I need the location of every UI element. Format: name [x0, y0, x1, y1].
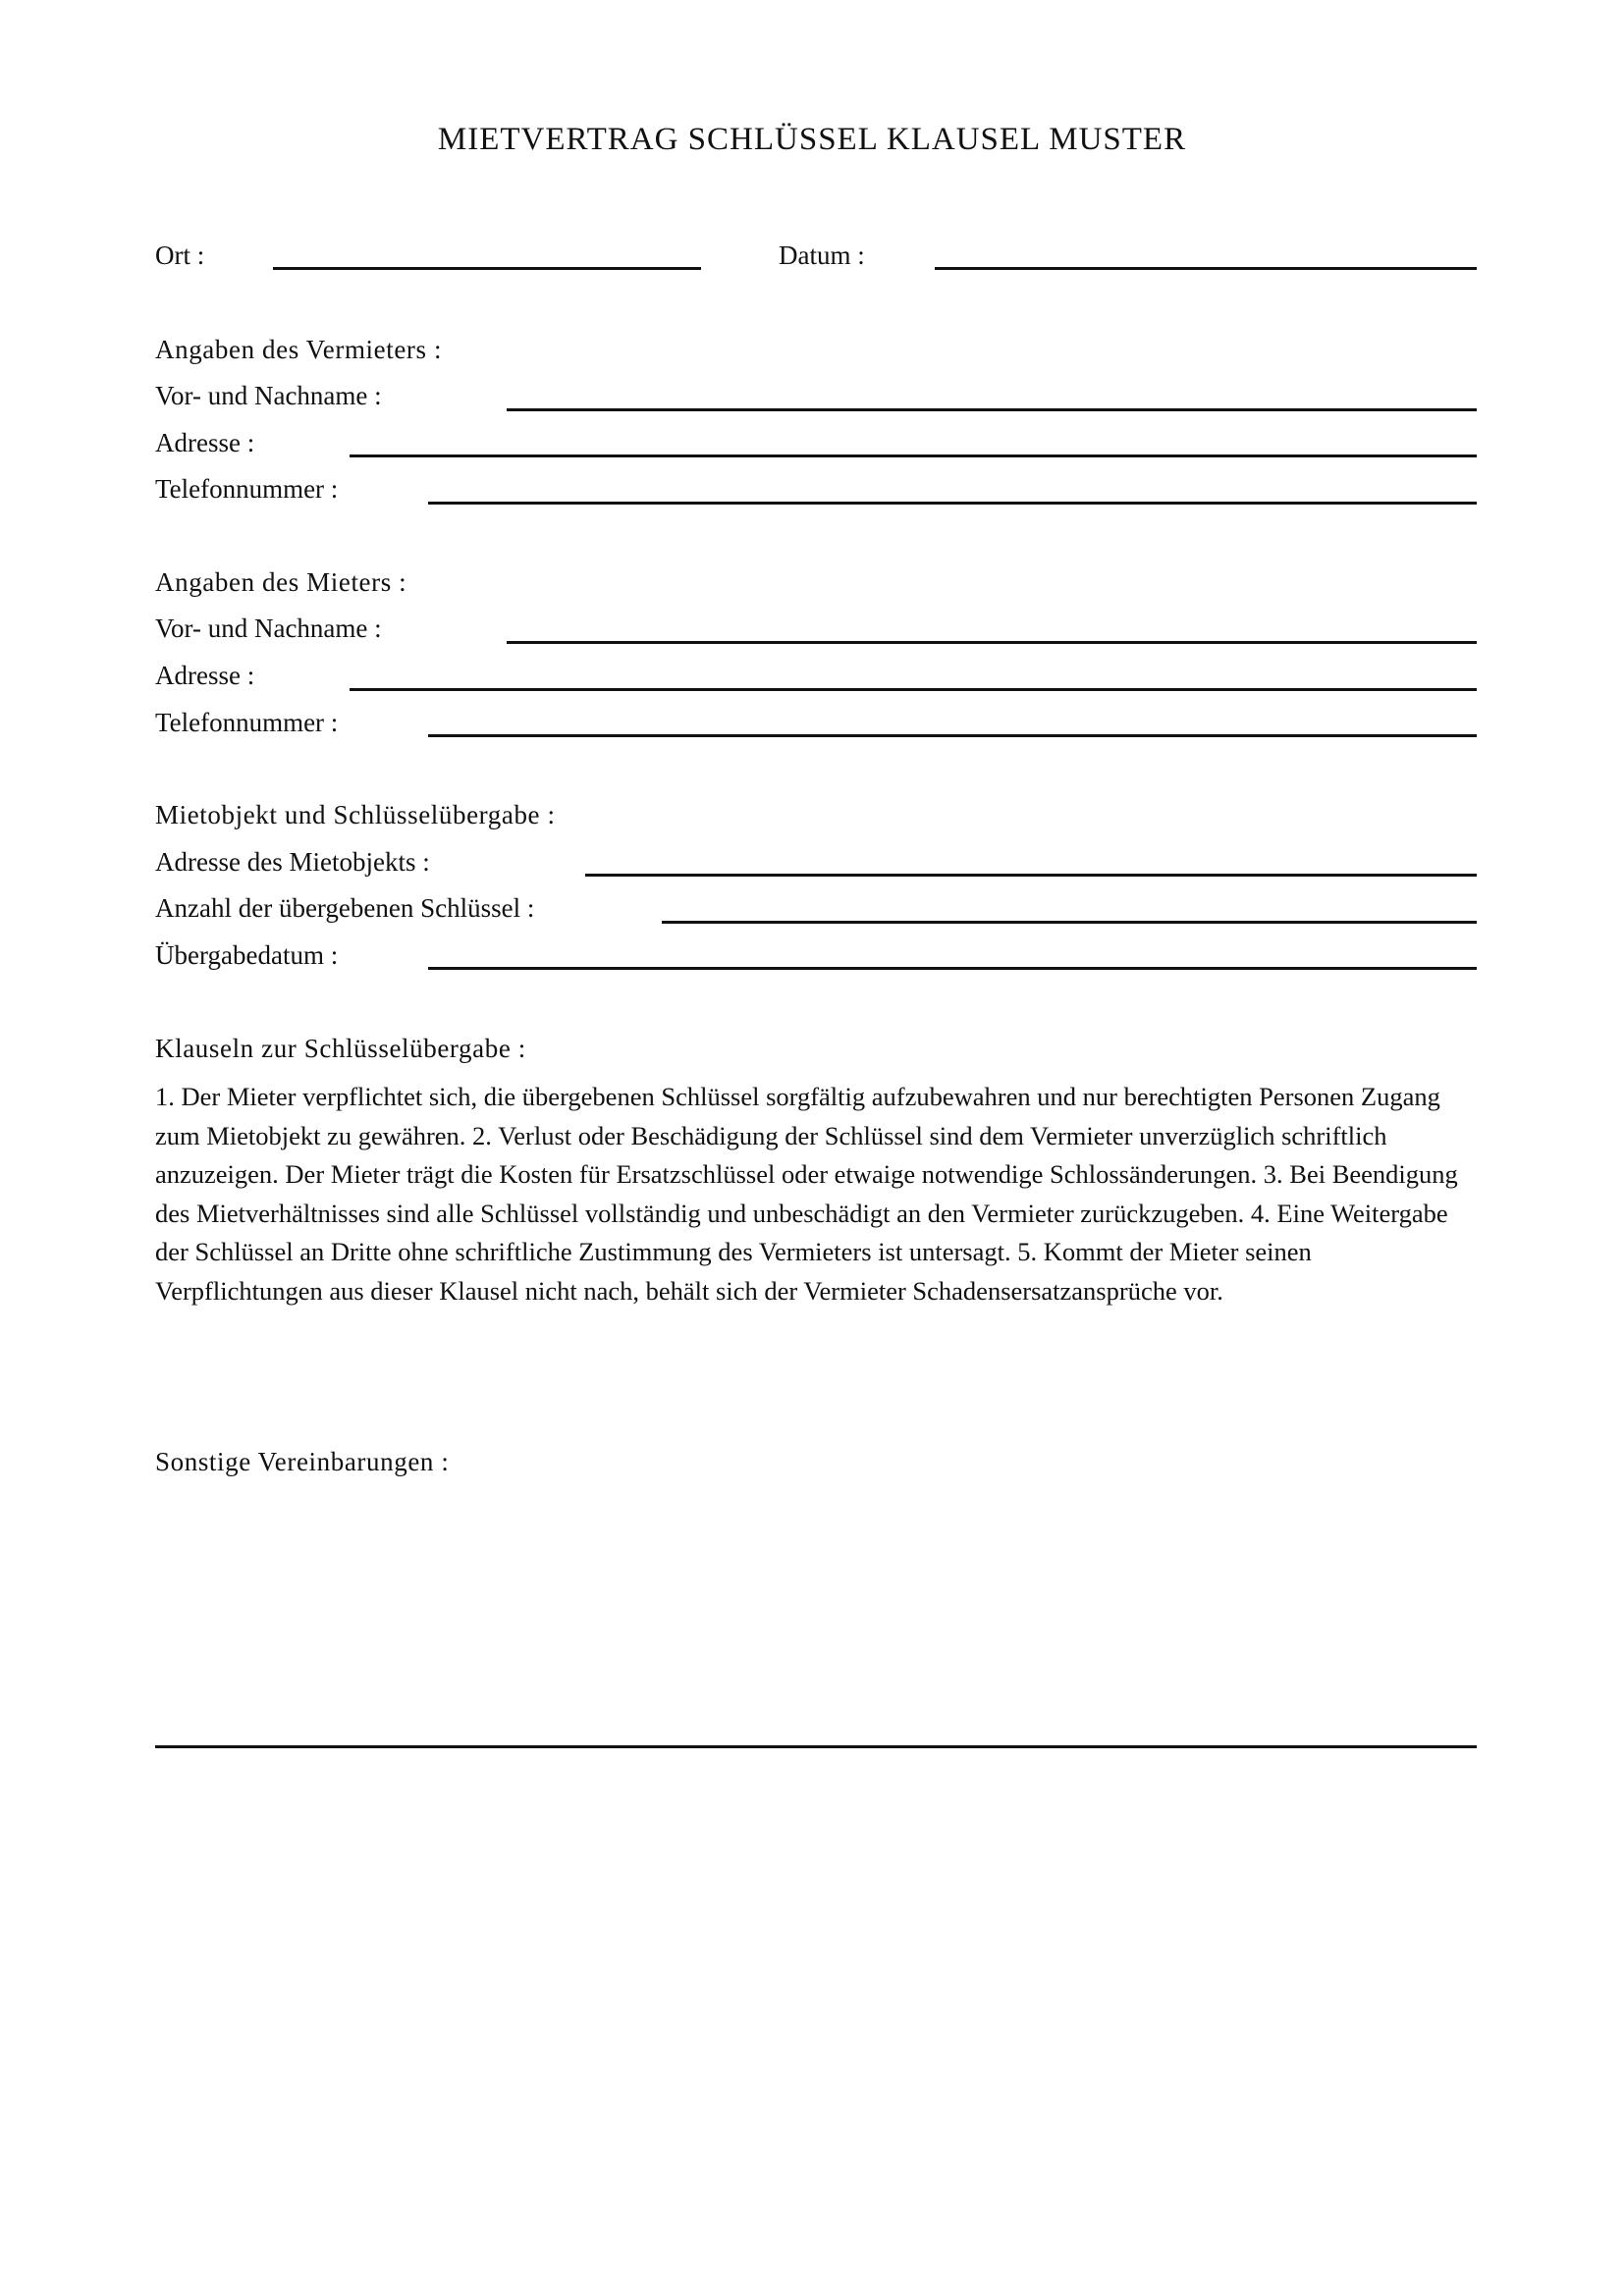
landlord-name-label: Vor- und Nachname : — [155, 381, 382, 410]
other-agreements-heading: Sonstige Vereinbarungen : — [155, 1447, 450, 1476]
other-agreements-field[interactable] — [155, 1745, 1477, 1748]
tenant-address-field[interactable] — [350, 688, 1477, 691]
landlord-heading: Angaben des Vermieters : — [155, 335, 443, 364]
datum-label: Datum : — [779, 240, 865, 270]
object-heading: Mietobjekt und Schlüsselübergabe : — [155, 800, 556, 829]
tenant-address-label: Adresse : — [155, 661, 255, 690]
ort-field[interactable] — [273, 267, 701, 270]
tenant-name-field[interactable] — [507, 641, 1477, 644]
landlord-name-field[interactable] — [507, 408, 1477, 411]
keys-count-label: Anzahl der übergebenen Schlüssel : — [155, 893, 535, 923]
tenant-phone-label: Telefonnummer : — [155, 708, 339, 737]
tenant-name-label: Vor- und Nachname : — [155, 614, 382, 643]
ort-label: Ort : — [155, 240, 205, 270]
clauses-heading: Klauseln zur Schlüsselübergabe : — [155, 1034, 526, 1063]
tenant-phone-field[interactable] — [428, 734, 1477, 737]
tenant-heading: Angaben des Mieters : — [155, 567, 407, 597]
landlord-phone-label: Telefonnummer : — [155, 474, 339, 504]
handover-date-label: Übergabedatum : — [155, 940, 339, 970]
object-address-label: Adresse des Mietobjekts : — [155, 847, 430, 877]
landlord-address-label: Adresse : — [155, 428, 255, 457]
document-title: MIETVERTRAG SCHLÜSSEL KLAUSEL MUSTER — [437, 122, 1187, 157]
datum-field[interactable] — [935, 267, 1477, 270]
landlord-address-field[interactable] — [350, 454, 1477, 457]
object-address-field[interactable] — [585, 874, 1477, 877]
clauses-text: 1. Der Mieter verpflichtet sich, die übergebenen Schlüssel sorgfältig aufzubewahren und nur berechtigten Personen Zugang zum Mietobjekt zu gewähren. 2. Verlust oder Beschädigung der Schlüssel sind dem Vermieter unverzüglich schriftlich anzuzeigen. Der Mieter trägt die Kosten für Ersatzschlüssel oder etwaige notwendige Schlossänderungen. 3. Bei Beendigung des Mietverhältnisses sind alle Schlüssel vollständig und unbeschädigt an den Vermieter zurückzugeben. 4. Eine Weitergabe der Schlüssel an Dritte ohne schriftliche Zustimmung des Vermieters ist untersagt. 5. Kommt der Mieter seinen Verpflichtungen aus dieser Klausel nicht nach, behält sich der Vermieter Schadensersatzansprüche vor. — [155, 1082, 1458, 1306]
landlord-phone-field[interactable] — [428, 502, 1477, 505]
handover-date-field[interactable] — [428, 967, 1477, 970]
keys-count-field[interactable] — [662, 921, 1477, 924]
